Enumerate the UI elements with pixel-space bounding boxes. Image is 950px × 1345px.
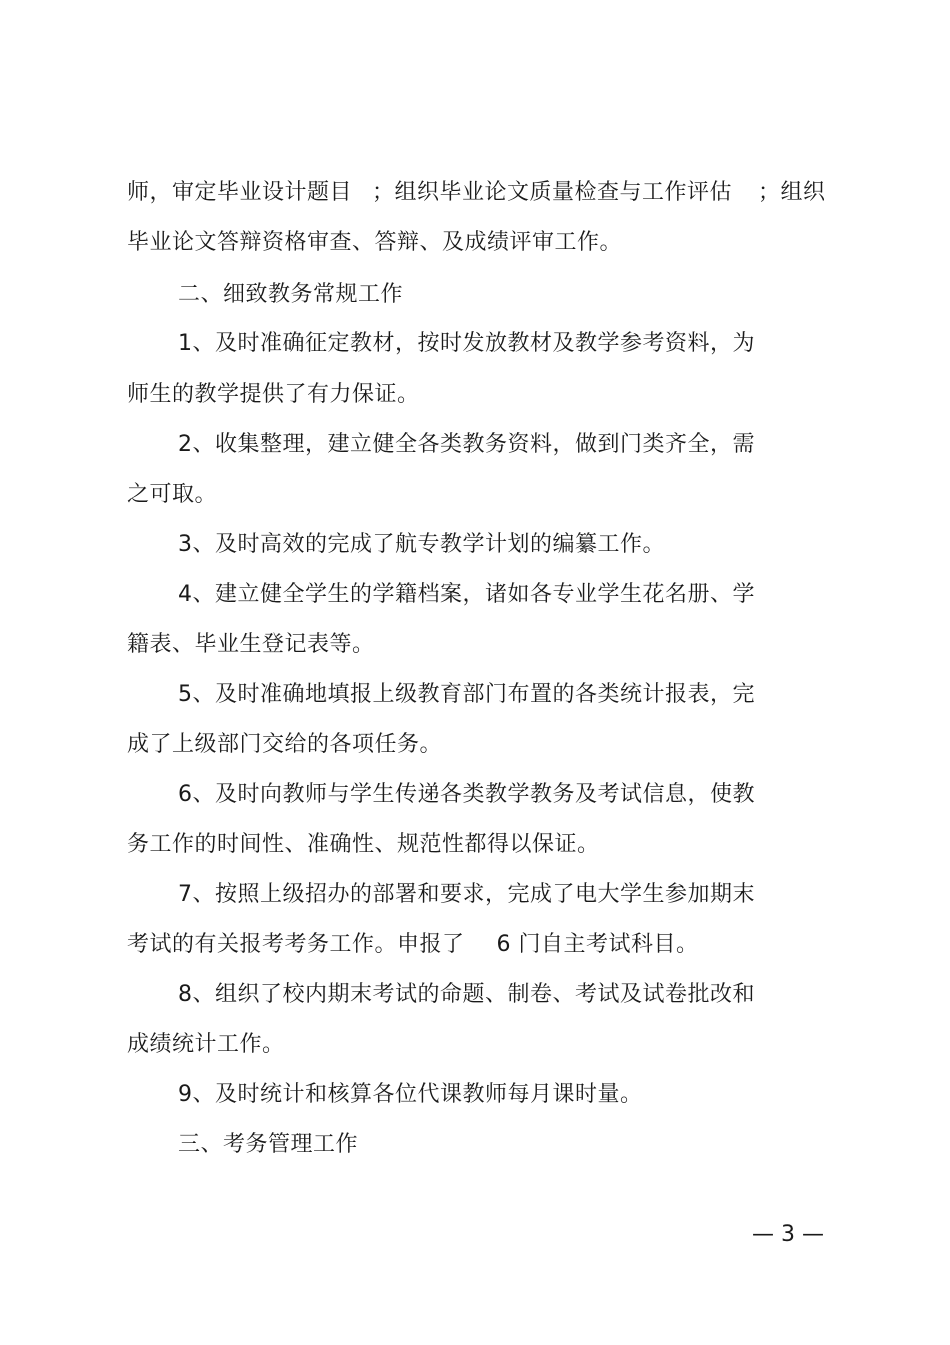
- list-item-6: 6、及时向教师与学生传递各类教学教务及考试信息，使教: [178, 782, 755, 807]
- list-item-5: 5、及时准确地填报上级教育部门布置的各类统计报表，完: [178, 682, 755, 707]
- text-segment: ；组织: [758, 180, 826, 205]
- section-heading: 三、考务管理工作: [178, 1132, 359, 1157]
- text-segment: 师，审定毕业设计题目: [127, 180, 353, 205]
- list-item-2-continued: 之可取。: [127, 482, 218, 507]
- text-segment: 6 门自主考试科目。: [496, 932, 699, 957]
- text-line-2: 毕业论文答辩资格审查、答辩、及成绩评审工作。: [127, 230, 623, 255]
- list-item-7: 7、按照上级招办的部署和要求，完成了电大学生参加期末: [178, 882, 755, 907]
- list-item-8-continued: 成绩统计工作。: [127, 1032, 285, 1057]
- list-item-9: 9、及时统计和核算各位代课教师每月课时量。: [178, 1082, 643, 1107]
- section-heading: 二、细致教务常规工作: [178, 282, 404, 307]
- list-item-4: 4、建立健全学生的学籍档案，诸如各专业学生花名册、学: [178, 582, 755, 607]
- page-number: — 3 —: [752, 1222, 824, 1247]
- text-segment: 考试的有关报考考务工作。申报了: [127, 932, 465, 957]
- list-item-1: 1、及时准确征定教材，按时发放教材及教学参考资料，为: [178, 331, 755, 356]
- list-item-7-continued: [127, 930, 699, 960]
- list-item-4-continued: 籍表、毕业生登记表等。: [127, 632, 375, 657]
- list-item-1-continued: 师生的教学提供了有力保证。: [127, 382, 420, 407]
- list-item-6-continued: 务工作的时间性、准确性、规范性都得以保证。: [127, 832, 600, 857]
- text-segment: ；组织毕业论文质量检查与工作评估: [372, 180, 733, 205]
- text-line-1: [127, 178, 826, 208]
- list-item-3: 3、及时高效的完成了航专教学计划的编纂工作。: [178, 532, 665, 557]
- list-item-5-continued: 成了上级部门交给的各项任务。: [127, 732, 443, 757]
- list-item-8: 8、组织了校内期末考试的命题、制卷、考试及试卷批改和: [178, 982, 755, 1007]
- list-item-2: 2、收集整理，建立健全各类教务资料，做到门类齐全，需: [178, 432, 755, 457]
